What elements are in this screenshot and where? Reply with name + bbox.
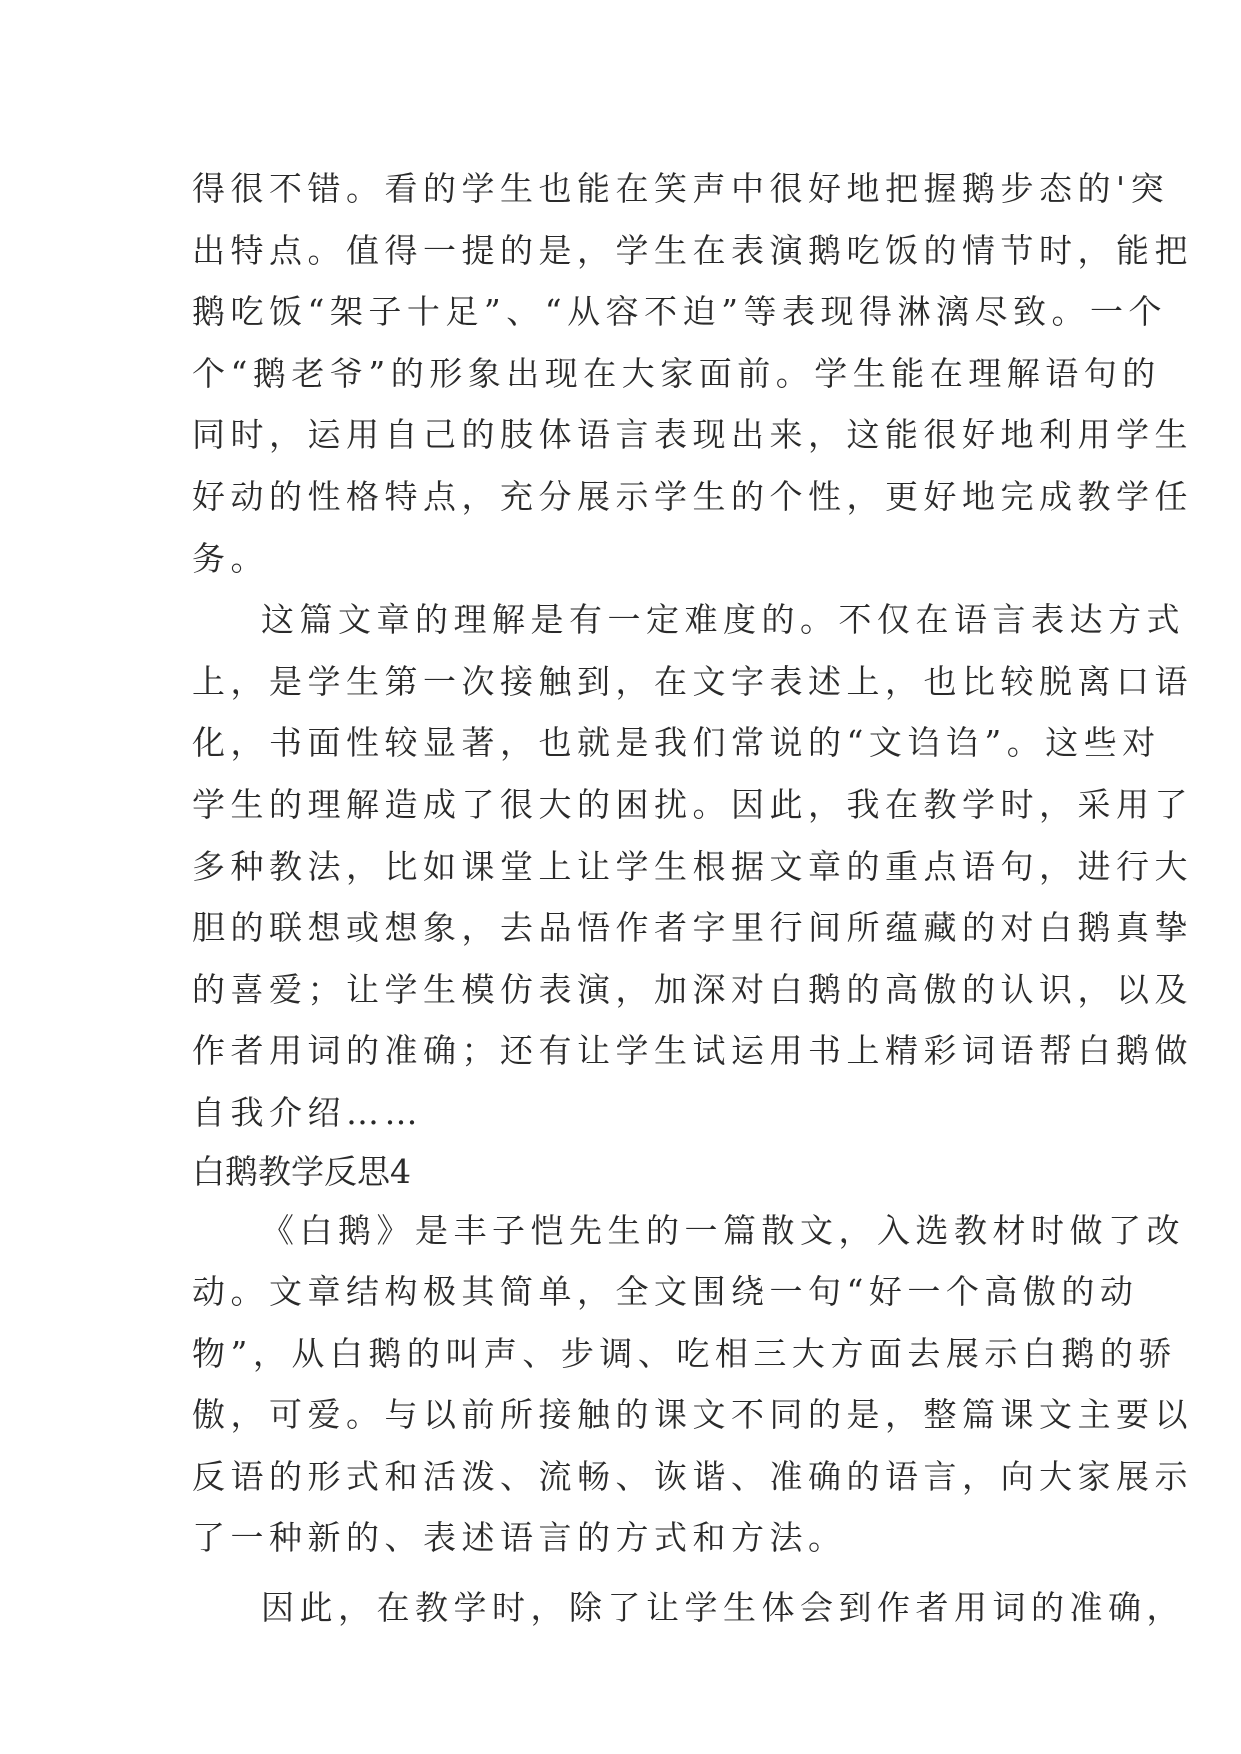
paragraph-line: 物”，从白鹅的叫声、步调、吃相三大方面去展示白鹅的骄	[192, 1333, 1177, 1373]
paragraph-line: 这篇文章的理解是有一定难度的。不仅在语言表达方式	[261, 600, 1185, 640]
paragraph-line: 鹅吃饭“架子十足”、“从容不迫”等表现得淋漓尽致。一个	[192, 292, 1167, 332]
paragraph-line: 学生的理解造成了很大的困扰。因此，我在教学时，采用了	[192, 784, 1193, 824]
paragraph-teaching	[192, 1577, 1185, 1639]
paragraph-intro	[192, 1200, 1193, 1570]
paragraph-continued	[192, 158, 1193, 589]
paragraph-difficulty	[192, 589, 1193, 1143]
document-body	[192, 158, 1193, 1639]
paragraph-line: 得很不错。看的学生也能在笑声中很好地把握鹅步态的'突	[192, 169, 1170, 208]
paragraph-line: 化，书面性较显著，也就是我们常说的“文诌诌”。这些对	[192, 723, 1161, 763]
section-heading: 白鹅教学反思4	[192, 1151, 411, 1191]
paragraph-line: 因此，在教学时，除了让学生体会到作者用词的准确，	[261, 1588, 1185, 1628]
paragraph-line: 同时，运用自己的肢体语言表现出来，这能很好地利用学生	[192, 415, 1193, 455]
paragraph-line: 反语的形式和活泼、流畅、诙谐、准确的语言，向大家展示	[192, 1456, 1193, 1496]
paragraph-line: 出特点。值得一提的是，学生在表演鹅吃饭的情节时，能把	[192, 230, 1193, 270]
paragraph-line: 作者用词的准确；还有让学生试运用书上精彩词语帮白鹅做	[192, 1031, 1193, 1071]
paragraph-line: 多种教法，比如课堂上让学生根据文章的重点语句，进行大	[192, 846, 1193, 886]
paragraph-line: 务。	[192, 538, 269, 578]
paragraph-line: 上，是学生第一次接触到，在文字表述上，也比较脱离口语	[192, 661, 1193, 701]
paragraph-line: 了一种新的、表述语言的方式和方法。	[192, 1518, 847, 1558]
paragraph-line: 《白鹅》是丰子恺先生的一篇散文，入选教材时做了改	[261, 1210, 1185, 1250]
paragraph-line: 傲，可爱。与以前所接触的课文不同的是，整篇课文主要以	[192, 1395, 1193, 1435]
paragraph-line: 动。文章结构极其简单，全文围绕一句“好一个高傲的动	[192, 1272, 1139, 1312]
paragraph-line: 的喜爱；让学生模仿表演，加深对白鹅的高傲的认识，以及	[192, 969, 1193, 1009]
paragraph-line: 好动的性格特点，充分展示学生的个性，更好地完成教学任	[192, 476, 1193, 516]
paragraph-line: 胆的联想或想象，去品悟作者字里行间所蕴藏的对白鹅真挚	[192, 908, 1193, 948]
paragraph-line: 个“鹅老爷”的形象出现在大家面前。学生能在理解语句的	[192, 353, 1161, 393]
paragraph-line: 自我介绍……	[192, 1092, 423, 1132]
